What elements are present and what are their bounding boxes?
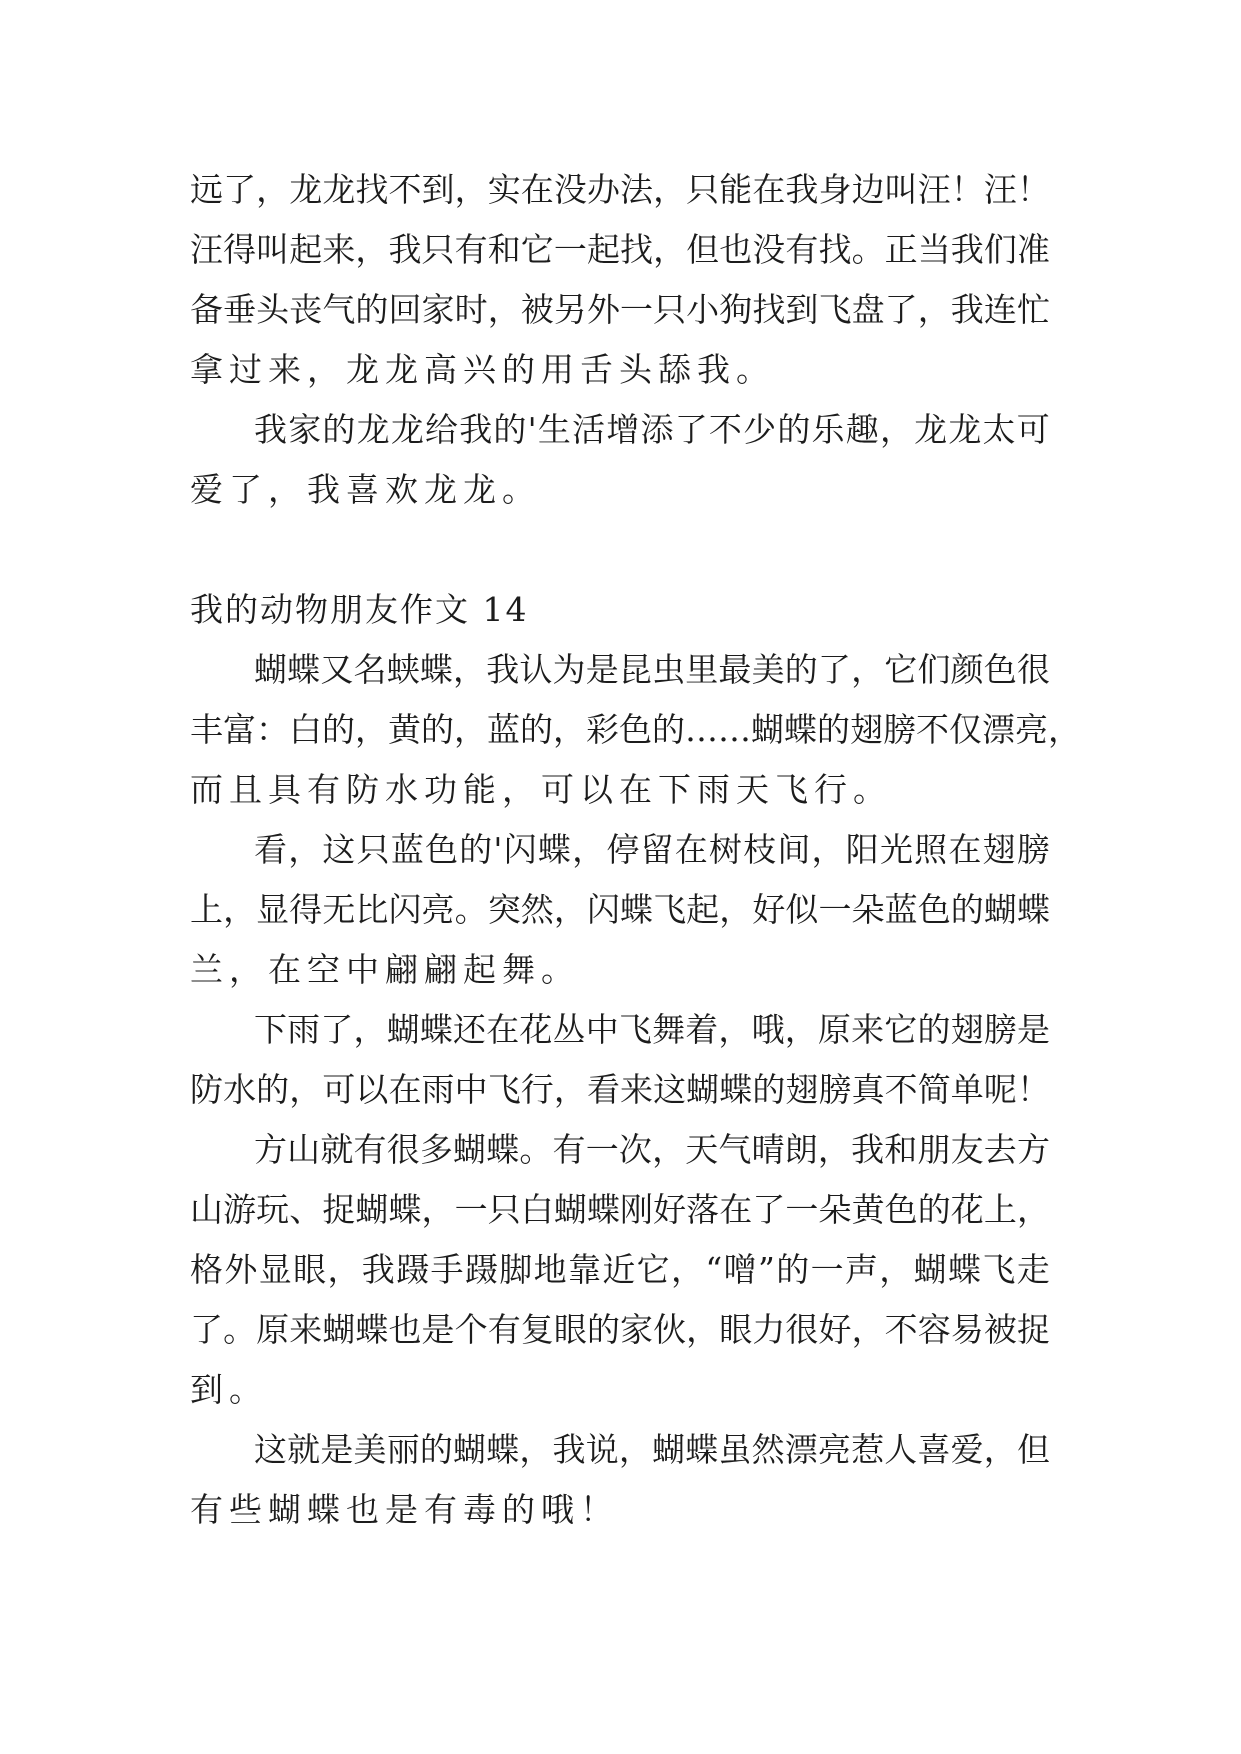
section-gap: [190, 520, 1050, 580]
essay-14-body: [190, 640, 1081, 1540]
text-line: 上 ， 显 得 无 比 闪 亮 。 突 然 ， 闪 蝶 飞 起 ， 好 似 一 朵 蓝 色 的 蝴 蝶: [190, 890, 1050, 929]
text-line: 汪 得 叫 起 来 ， 我 只 有 和 它 一 起 找 ， 但 也 没 有 找 。 正 当 我 们 准: [190, 230, 1050, 269]
text-line: 下 雨 了 ， 蝴 蝶 还 在 花 丛 中 飞 舞 着 ， 哦 ， 原 来 它 的 翅 膀 是: [254, 1010, 1050, 1049]
text-line: 方 山 就 有 很 多 蝴 蝶 。 有 一 次 ， 天 气 晴 朗 ， 我 和 朋 友 去 方: [254, 1130, 1050, 1169]
text-line: 我 家 的 龙 龙 给 我 的 ' 生 活 增 添 了 不 少 的 乐 趣 ， 龙 龙 太 可: [254, 410, 1050, 449]
text-line: 兰，在空中翩翩起舞。: [190, 950, 580, 989]
text-line: 这 就 是 美 丽 的 蝴 蝶 ， 我 说 ， 蝴 蝶 虽 然 漂 亮 惹 人 喜 爱 ， 但: [254, 1430, 1050, 1469]
essay-13-ending: [190, 160, 1050, 520]
text-line: 远 了 ， 龙 龙 找 不 到 ， 实 在 没 办 法 ， 只 能 在 我 身 边 叫 汪 ！ 汪 ！: [190, 170, 1050, 209]
text-line: 了 。 原 来 蝴 蝶 也 是 个 有 复 眼 的 家 伙 ， 眼 力 很 好 ， 不 容 易 被 捉: [190, 1310, 1050, 1349]
text-line: 防 水 的 ， 可 以 在 雨 中 飞 行 ， 看 来 这 蝴 蝶 的 翅 膀 真 不 简 单 呢 ！: [190, 1070, 1050, 1109]
text-line: 爱了，我喜欢龙龙。: [190, 470, 541, 509]
document-page: [190, 160, 1081, 1540]
text-line: 蝴 蝶 又 名 蛱 蝶 ， 我 认 为 是 昆 虫 里 最 美 的 了 ， 它 们 颜 色 很: [254, 650, 1050, 689]
essay-title: 我的动物朋友作文 14: [190, 590, 529, 629]
text-line: 格 外 显 眼 ， 我 蹑 手 蹑 脚 地 靠 近 它 ， “ 噌 ” 的 一 声 ， 蝴 蝶 飞 走: [190, 1250, 1050, 1289]
text-line: 山 游 玩 、 捉 蝴 蝶 ， 一 只 白 蝴 蝶 刚 好 落 在 了 一 朵 黄 色 的 花 上 ，: [190, 1190, 1050, 1229]
text-line: 丰 富 ： 白 的 ， 黄 的 ， 蓝 的 ， 彩 色 的 … … 蝴 蝶 的 翅 膀 不 仅 漂 亮 ，: [190, 710, 1081, 749]
text-line: 有些蝴蝶也是有毒的哦！: [190, 1490, 619, 1529]
text-line: 备 垂 头 丧 气 的 回 家 时 ， 被 另 外 一 只 小 狗 找 到 飞 盘 了 ， 我 连 忙: [190, 290, 1050, 329]
text-line: 拿过来，龙龙高兴的用舌头舔我。: [190, 350, 775, 389]
text-line: 到。: [190, 1370, 268, 1409]
text-line: 看 ， 这 只 蓝 色 的 ' 闪 蝶 ， 停 留 在 树 枝 间 ， 阳 光 照 在 翅 膀: [254, 830, 1050, 869]
text-line: 而且具有防水功能，可以在下雨天飞行。: [190, 770, 892, 809]
